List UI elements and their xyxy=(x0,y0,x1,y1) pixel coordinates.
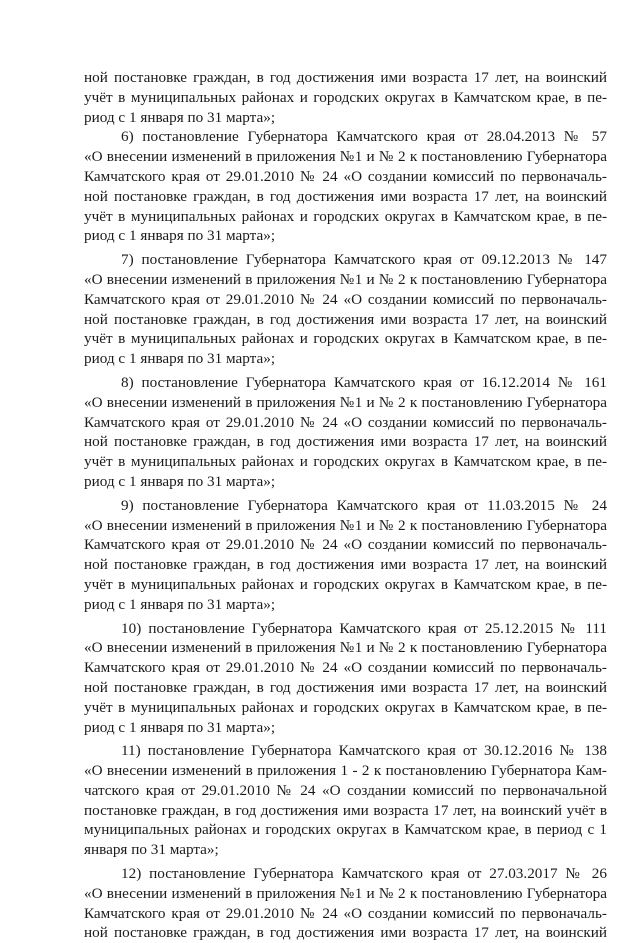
text-line: постановке граждан, в год достижения ими возраста 17 лет, на воинский учёт в xyxy=(84,801,607,819)
text-line: риод с 1 января по 31 марта»; xyxy=(84,718,276,736)
text-line: муниципальных районах и городских округах в Камчатском крае, в период с 1 xyxy=(84,821,607,839)
list-item-first-line: 12) постановление Губернатора Камчатского края от 27.03.2017 № 26 xyxy=(121,865,607,883)
text-line: «О внесении изменений в приложения №1 и № 2 к постановлению Губернатора xyxy=(84,516,607,534)
text-line: «О внесении изменений в приложения №1 и № 2 к постановлению Губернатора xyxy=(84,884,607,902)
text-line: ной постановке граждан, в год достижения ими возраста 17 лет, на воинский xyxy=(84,556,607,574)
text-line: риод с 1 января по 31 марта»; xyxy=(84,350,276,368)
text-line: учёт в муниципальных районах и городских округах в Камчатском крае, в пе- xyxy=(84,698,607,716)
list-item-first-line: 8) постановление Губернатора Камчатского края от 16.12.2014 № 161 xyxy=(121,373,607,391)
list-item-first-line: 9) постановление Губернатора Камчатского края от 11.03.2015 № 24 xyxy=(121,496,607,514)
list-item-first-line: 11) постановление Губернатора Камчатского края от 30.12.2016 № 138 xyxy=(121,742,607,760)
list-item-first-line: 6) постановление Губернатора Камчатского края от 28.04.2013 № 57 xyxy=(121,128,607,146)
text-line: риод с 1 января по 31 марта»; xyxy=(84,227,276,245)
text-line: ной постановке граждан, в год достижения ими возраста 17 лет, на воинский xyxy=(84,187,607,205)
text-line: Камчатского края от 29.01.2010 № 24 «О создании комиссий по первоначаль- xyxy=(84,536,607,554)
text-line: января по 31 марта»; xyxy=(84,841,219,859)
text-line: Камчатского края от 29.01.2010 № 24 «О создании комиссий по первоначаль- xyxy=(84,659,607,677)
text-line: «О внесении изменений в приложения 1 - 2 к постановлению Губернатора Кам- xyxy=(84,762,607,780)
text-line: «О внесении изменений в приложения №1 и № 2 к постановлению Губернатора xyxy=(84,639,607,657)
text-line: учёт в муниципальных районах и городских округах в Камчатском крае, в пе- xyxy=(84,575,607,593)
text-line: ной постановке граждан, в год достижения ими возраста 17 лет, на воинский xyxy=(84,310,607,328)
list-item-first-line: 10) постановление Губернатора Камчатского края от 25.12.2015 № 111 xyxy=(121,619,607,637)
document-body xyxy=(84,68,607,943)
text-line: учёт в муниципальных районах и городских округах в Камчатском крае, в пе- xyxy=(84,207,607,225)
text-line: риод с 1 января по 31 марта»; xyxy=(84,108,276,126)
text-line: Камчатского края от 29.01.2010 № 24 «О создании комиссий по первоначаль- xyxy=(84,290,607,308)
text-line: учёт в муниципальных районах и городских округах в Камчатском крае, в пе- xyxy=(84,330,607,348)
list-item-first-line: 7) постановление Губернатора Камчатского края от 09.12.2013 № 147 xyxy=(121,251,607,269)
text-line: чатского края от 29.01.2010 № 24 «О создании комиссий по первоначальной xyxy=(84,781,607,799)
text-line: «О внесении изменений в приложения №1 и № 2 к постановлению Губернатора xyxy=(84,393,607,411)
text-line: ной постановке граждан, в год достижения ими возраста 17 лет, на воинский xyxy=(84,433,607,451)
text-line: «О внесении изменений в приложения №1 и № 2 к постановлению Губернатора xyxy=(84,148,607,166)
text-line: риод с 1 января по 31 марта»; xyxy=(84,595,276,613)
text-line: Камчатского края от 29.01.2010 № 24 «О создании комиссий по первоначаль- xyxy=(84,167,607,185)
text-line: риод с 1 января по 31 марта»; xyxy=(84,472,276,490)
text-line: Камчатского края от 29.01.2010 № 24 «О создании комиссий по первоначаль- xyxy=(84,413,607,431)
text-line: Камчатского края от 29.01.2010 № 24 «О создании комиссий по первоначаль- xyxy=(84,904,607,922)
text-line: ной постановке граждан, в год достижения ими возраста 17 лет, на воинский xyxy=(84,69,607,86)
text-line: учёт в муниципальных районах и городских округах в Камчатском крае, в пе- xyxy=(84,453,607,471)
text-line: ной постановке граждан, в год достижения ими возраста 17 лет, на воинский xyxy=(84,678,607,696)
text-line: «О внесении изменений в приложения №1 и № 2 к постановлению Губернатора xyxy=(84,270,607,288)
text-line: ной постановке граждан, в год достижения ими возраста 17 лет, на воинский xyxy=(84,924,607,942)
text-line: учёт в муниципальных районах и городских округах в Камчатском крае, в пе- xyxy=(84,88,607,106)
